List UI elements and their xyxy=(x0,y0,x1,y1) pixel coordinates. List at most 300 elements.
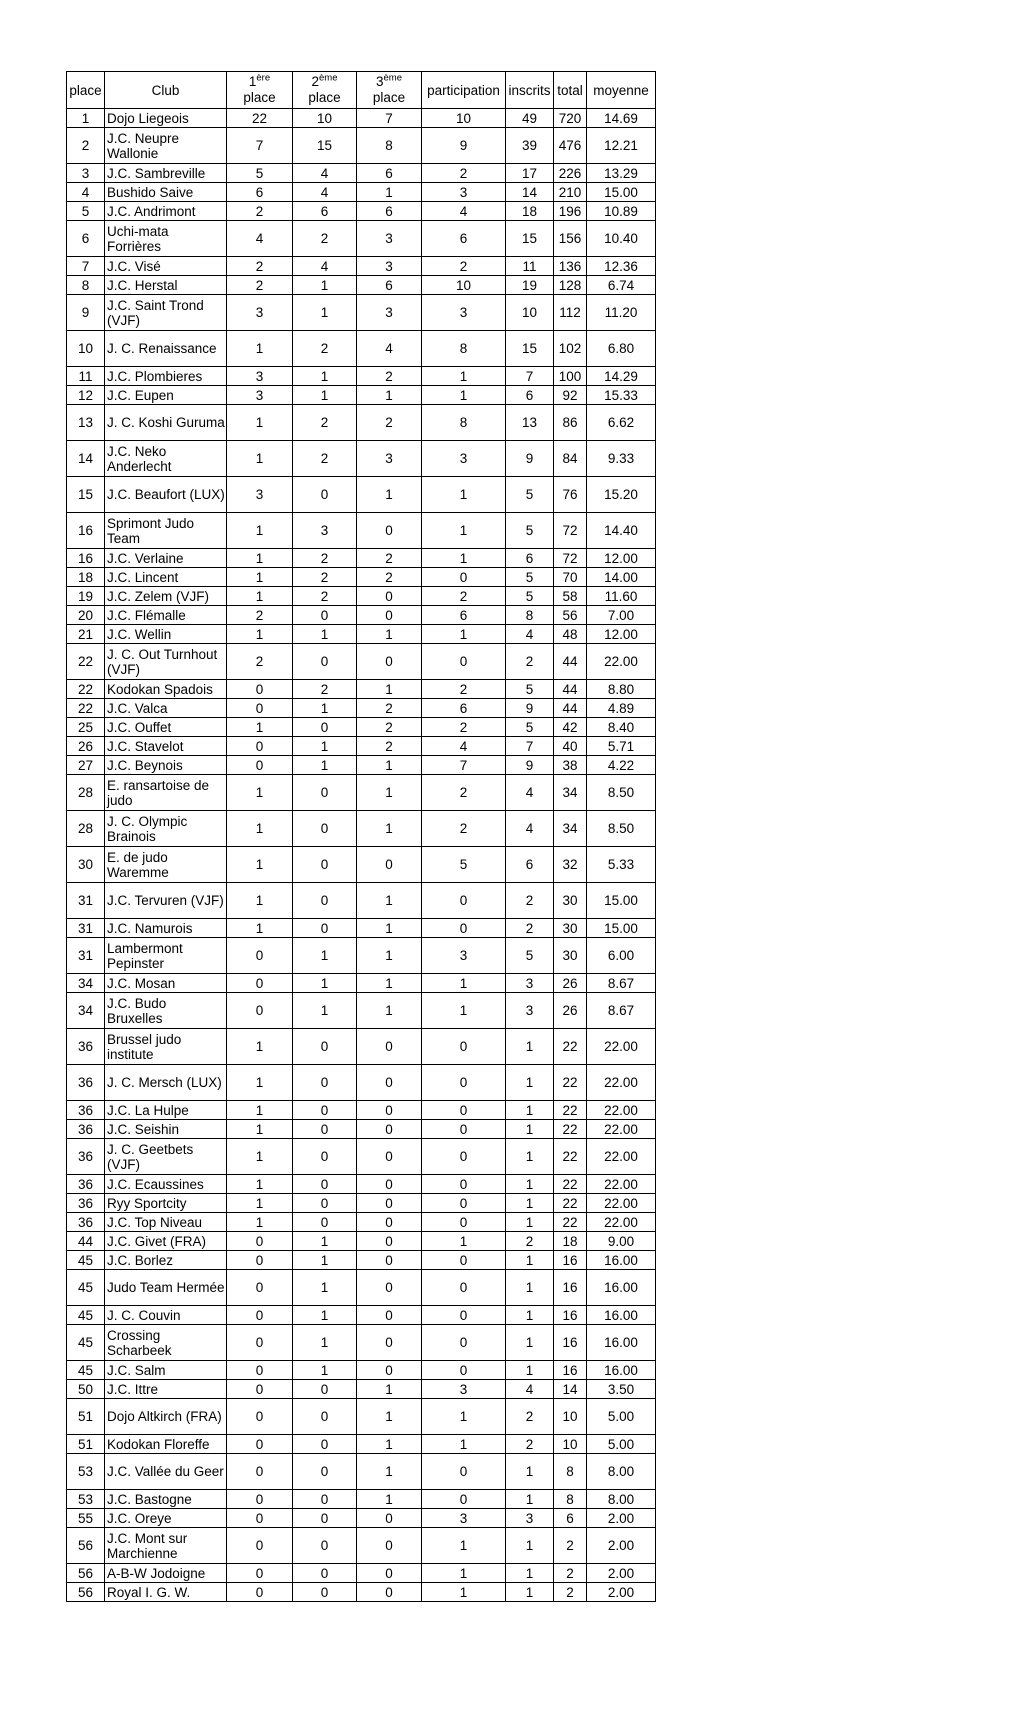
cell-inscrits: 1 xyxy=(506,1175,554,1194)
cell-inscrits: 1 xyxy=(506,1029,554,1065)
cell-participation: 2 xyxy=(422,775,506,811)
cell-total: 40 xyxy=(554,737,587,756)
cell-place: 26 xyxy=(67,737,105,756)
cell-moyenne: 8.00 xyxy=(587,1454,656,1490)
cell-second-place: 1 xyxy=(293,295,357,331)
cell-place: 56 xyxy=(67,1528,105,1564)
table-row xyxy=(67,568,656,587)
cell-moyenne: 4.89 xyxy=(587,699,656,718)
cell-third-place: 2 xyxy=(357,737,422,756)
cell-second-place: 0 xyxy=(293,1490,357,1509)
cell-third-place: 1 xyxy=(357,1380,422,1399)
cell-inscrits: 4 xyxy=(506,811,554,847)
cell-third-place: 1 xyxy=(357,1490,422,1509)
cell-second-place: 0 xyxy=(293,606,357,625)
cell-participation: 0 xyxy=(422,1270,506,1306)
cell-club: J.C. Mont sur Marchienne xyxy=(105,1528,227,1564)
cell-inscrits: 5 xyxy=(506,513,554,549)
cell-total: 92 xyxy=(554,386,587,405)
cell-club: Uchi-mata Forrières xyxy=(105,221,227,257)
cell-place: 56 xyxy=(67,1564,105,1583)
table-row xyxy=(67,549,656,568)
cell-club: J.C. Tervuren (VJF) xyxy=(105,883,227,919)
cell-first-place: 1 xyxy=(227,775,293,811)
cell-club: J.C. Andrimont xyxy=(105,202,227,221)
cell-third-place: 1 xyxy=(357,183,422,202)
cell-total: 22 xyxy=(554,1029,587,1065)
cell-moyenne: 14.00 xyxy=(587,568,656,587)
table-row xyxy=(67,367,656,386)
cell-second-place: 0 xyxy=(293,1454,357,1490)
cell-third-place: 1 xyxy=(357,1399,422,1435)
table-row xyxy=(67,164,656,183)
cell-first-place: 1 xyxy=(227,568,293,587)
table-row xyxy=(67,1213,656,1232)
cell-place: 25 xyxy=(67,718,105,737)
cell-place: 22 xyxy=(67,644,105,680)
cell-inscrits: 1 xyxy=(506,1270,554,1306)
cell-first-place: 22 xyxy=(227,109,293,128)
cell-first-place: 6 xyxy=(227,183,293,202)
cell-first-place: 0 xyxy=(227,1325,293,1361)
cell-participation: 5 xyxy=(422,847,506,883)
cell-inscrits: 7 xyxy=(506,737,554,756)
cell-place: 14 xyxy=(67,441,105,477)
cell-third-place: 4 xyxy=(357,331,422,367)
table-row xyxy=(67,699,656,718)
cell-first-place: 0 xyxy=(227,1435,293,1454)
cell-participation: 0 xyxy=(422,1065,506,1101)
cell-inscrits: 3 xyxy=(506,974,554,993)
cell-first-place: 0 xyxy=(227,699,293,718)
table-row xyxy=(67,1490,656,1509)
cell-third-place: 0 xyxy=(357,1120,422,1139)
cell-total: 70 xyxy=(554,568,587,587)
cell-total: 100 xyxy=(554,367,587,386)
cell-participation: 0 xyxy=(422,919,506,938)
cell-third-place: 0 xyxy=(357,1213,422,1232)
cell-participation: 0 xyxy=(422,1454,506,1490)
cell-inscrits: 7 xyxy=(506,367,554,386)
cell-second-place: 2 xyxy=(293,405,357,441)
cell-participation: 0 xyxy=(422,1029,506,1065)
cell-total: 22 xyxy=(554,1120,587,1139)
cell-second-place: 0 xyxy=(293,1399,357,1435)
cell-inscrits: 1 xyxy=(506,1306,554,1325)
cell-inscrits: 1 xyxy=(506,1454,554,1490)
cell-place: 45 xyxy=(67,1361,105,1380)
cell-moyenne: 14.40 xyxy=(587,513,656,549)
cell-first-place: 2 xyxy=(227,606,293,625)
cell-participation: 3 xyxy=(422,295,506,331)
cell-second-place: 0 xyxy=(293,1509,357,1528)
cell-moyenne: 12.00 xyxy=(587,549,656,568)
cell-participation: 0 xyxy=(422,644,506,680)
cell-total: 22 xyxy=(554,1213,587,1232)
cell-club: J.C. Zelem (VJF) xyxy=(105,587,227,606)
cell-place: 36 xyxy=(67,1029,105,1065)
cell-moyenne: 15.00 xyxy=(587,919,656,938)
cell-first-place: 1 xyxy=(227,811,293,847)
header-first-place: 1ère place xyxy=(227,72,293,109)
cell-total: 22 xyxy=(554,1194,587,1213)
cell-moyenne: 8.67 xyxy=(587,974,656,993)
cell-club: Brussel judo institute xyxy=(105,1029,227,1065)
table-row xyxy=(67,441,656,477)
cell-club: Kodokan Floreffe xyxy=(105,1435,227,1454)
cell-participation: 1 xyxy=(422,513,506,549)
table-row xyxy=(67,775,656,811)
cell-club: J.C. Namurois xyxy=(105,919,227,938)
cell-participation: 1 xyxy=(422,1528,506,1564)
cell-place: 45 xyxy=(67,1325,105,1361)
cell-place: 36 xyxy=(67,1101,105,1120)
cell-participation: 1 xyxy=(422,1232,506,1251)
cell-participation: 8 xyxy=(422,331,506,367)
table-row xyxy=(67,1583,656,1602)
cell-moyenne: 14.29 xyxy=(587,367,656,386)
cell-second-place: 1 xyxy=(293,1270,357,1306)
table-row xyxy=(67,1251,656,1270)
cell-place: 36 xyxy=(67,1175,105,1194)
cell-club: Crossing Scharbeek xyxy=(105,1325,227,1361)
cell-moyenne: 8.00 xyxy=(587,1490,656,1509)
cell-second-place: 2 xyxy=(293,680,357,699)
table-row xyxy=(67,1065,656,1101)
cell-total: 16 xyxy=(554,1361,587,1380)
cell-moyenne: 5.00 xyxy=(587,1435,656,1454)
cell-moyenne: 6.00 xyxy=(587,938,656,974)
cell-total: 76 xyxy=(554,477,587,513)
cell-third-place: 6 xyxy=(357,164,422,183)
cell-third-place: 0 xyxy=(357,1509,422,1528)
cell-total: 22 xyxy=(554,1175,587,1194)
cell-total: 30 xyxy=(554,938,587,974)
cell-second-place: 0 xyxy=(293,775,357,811)
cell-first-place: 1 xyxy=(227,1139,293,1175)
cell-total: 156 xyxy=(554,221,587,257)
cell-moyenne: 7.00 xyxy=(587,606,656,625)
cell-second-place: 0 xyxy=(293,1213,357,1232)
cell-third-place: 8 xyxy=(357,128,422,164)
cell-club: J.C. Ittre xyxy=(105,1380,227,1399)
cell-total: 8 xyxy=(554,1454,587,1490)
cell-second-place: 4 xyxy=(293,164,357,183)
cell-third-place: 2 xyxy=(357,549,422,568)
cell-inscrits: 14 xyxy=(506,183,554,202)
cell-second-place: 0 xyxy=(293,847,357,883)
cell-second-place: 2 xyxy=(293,331,357,367)
cell-club: J.C. Mosan xyxy=(105,974,227,993)
cell-total: 14 xyxy=(554,1380,587,1399)
cell-inscrits: 2 xyxy=(506,1232,554,1251)
cell-club: Ryy Sportcity xyxy=(105,1194,227,1213)
table-row xyxy=(67,109,656,128)
cell-moyenne: 22.00 xyxy=(587,1029,656,1065)
cell-moyenne: 12.21 xyxy=(587,128,656,164)
cell-inscrits: 5 xyxy=(506,477,554,513)
cell-first-place: 2 xyxy=(227,257,293,276)
cell-place: 13 xyxy=(67,405,105,441)
table-row xyxy=(67,1101,656,1120)
cell-moyenne: 16.00 xyxy=(587,1270,656,1306)
cell-second-place: 1 xyxy=(293,938,357,974)
cell-total: 196 xyxy=(554,202,587,221)
cell-second-place: 2 xyxy=(293,568,357,587)
cell-moyenne: 15.00 xyxy=(587,883,656,919)
cell-second-place: 0 xyxy=(293,1564,357,1583)
cell-club: E. ransartoise de judo xyxy=(105,775,227,811)
cell-participation: 8 xyxy=(422,405,506,441)
cell-club: J.C. Ecaussines xyxy=(105,1175,227,1194)
table-row xyxy=(67,756,656,775)
cell-total: 72 xyxy=(554,513,587,549)
table-header xyxy=(67,72,656,109)
table-row xyxy=(67,1435,656,1454)
cell-inscrits: 9 xyxy=(506,699,554,718)
table-row xyxy=(67,1528,656,1564)
cell-club: J.C. La Hulpe xyxy=(105,1101,227,1120)
cell-first-place: 3 xyxy=(227,386,293,405)
cell-moyenne: 22.00 xyxy=(587,1101,656,1120)
cell-second-place: 1 xyxy=(293,1306,357,1325)
cell-total: 2 xyxy=(554,1583,587,1602)
cell-second-place: 0 xyxy=(293,718,357,737)
cell-inscrits: 1 xyxy=(506,1564,554,1583)
cell-first-place: 3 xyxy=(227,367,293,386)
cell-participation: 0 xyxy=(422,1306,506,1325)
cell-participation: 2 xyxy=(422,164,506,183)
cell-third-place: 0 xyxy=(357,1251,422,1270)
cell-third-place: 0 xyxy=(357,644,422,680)
cell-club: Bushido Saive xyxy=(105,183,227,202)
cell-moyenne: 12.00 xyxy=(587,625,656,644)
cell-total: 136 xyxy=(554,257,587,276)
cell-participation: 0 xyxy=(422,1361,506,1380)
cell-third-place: 3 xyxy=(357,221,422,257)
cell-first-place: 0 xyxy=(227,1251,293,1270)
cell-second-place: 1 xyxy=(293,1251,357,1270)
cell-second-place: 0 xyxy=(293,1175,357,1194)
cell-second-place: 1 xyxy=(293,699,357,718)
table-row xyxy=(67,1194,656,1213)
cell-inscrits: 1 xyxy=(506,1490,554,1509)
cell-first-place: 1 xyxy=(227,1065,293,1101)
cell-participation: 7 xyxy=(422,756,506,775)
cell-first-place: 1 xyxy=(227,331,293,367)
cell-moyenne: 8.50 xyxy=(587,811,656,847)
cell-participation: 0 xyxy=(422,568,506,587)
cell-inscrits: 2 xyxy=(506,883,554,919)
cell-moyenne: 13.29 xyxy=(587,164,656,183)
cell-second-place: 4 xyxy=(293,257,357,276)
cell-participation: 10 xyxy=(422,109,506,128)
cell-first-place: 2 xyxy=(227,276,293,295)
cell-club: Lambermont Pepinster xyxy=(105,938,227,974)
table-row xyxy=(67,1399,656,1435)
cell-third-place: 1 xyxy=(357,811,422,847)
cell-total: 16 xyxy=(554,1325,587,1361)
cell-third-place: 0 xyxy=(357,1306,422,1325)
cell-place: 31 xyxy=(67,919,105,938)
cell-participation: 0 xyxy=(422,1175,506,1194)
cell-inscrits: 13 xyxy=(506,405,554,441)
cell-third-place: 0 xyxy=(357,513,422,549)
header-second-place: 2ème place xyxy=(293,72,357,109)
cell-club: J. C. Out Turnhout (VJF) xyxy=(105,644,227,680)
cell-participation: 1 xyxy=(422,993,506,1029)
cell-inscrits: 1 xyxy=(506,1361,554,1380)
cell-moyenne: 16.00 xyxy=(587,1306,656,1325)
table-row xyxy=(67,221,656,257)
table-row xyxy=(67,1325,656,1361)
cell-total: 16 xyxy=(554,1251,587,1270)
cell-club: Dojo Altkirch (FRA) xyxy=(105,1399,227,1435)
cell-participation: 1 xyxy=(422,625,506,644)
cell-moyenne: 9.33 xyxy=(587,441,656,477)
cell-club: J.C. Beaufort (LUX) xyxy=(105,477,227,513)
cell-place: 53 xyxy=(67,1490,105,1509)
table-row xyxy=(67,737,656,756)
cell-place: 45 xyxy=(67,1306,105,1325)
cell-moyenne: 15.00 xyxy=(587,183,656,202)
cell-club: J.C. Neko Anderlecht xyxy=(105,441,227,477)
table-row xyxy=(67,847,656,883)
cell-inscrits: 1 xyxy=(506,1251,554,1270)
cell-inscrits: 15 xyxy=(506,331,554,367)
cell-place: 20 xyxy=(67,606,105,625)
cell-club: J.C. Vallée du Geer xyxy=(105,1454,227,1490)
cell-first-place: 0 xyxy=(227,993,293,1029)
cell-moyenne: 6.80 xyxy=(587,331,656,367)
cell-total: 72 xyxy=(554,549,587,568)
cell-total: 226 xyxy=(554,164,587,183)
cell-third-place: 2 xyxy=(357,568,422,587)
cell-moyenne: 12.36 xyxy=(587,257,656,276)
cell-inscrits: 4 xyxy=(506,625,554,644)
cell-inscrits: 1 xyxy=(506,1325,554,1361)
table-row xyxy=(67,1139,656,1175)
cell-third-place: 3 xyxy=(357,441,422,477)
cell-third-place: 1 xyxy=(357,386,422,405)
cell-first-place: 1 xyxy=(227,1213,293,1232)
cell-participation: 1 xyxy=(422,1435,506,1454)
cell-place: 34 xyxy=(67,993,105,1029)
cell-club: E. de judo Waremme xyxy=(105,847,227,883)
table-row xyxy=(67,331,656,367)
cell-third-place: 1 xyxy=(357,756,422,775)
cell-place: 34 xyxy=(67,974,105,993)
cell-club: J.C. Stavelot xyxy=(105,737,227,756)
cell-moyenne: 22.00 xyxy=(587,1175,656,1194)
cell-third-place: 0 xyxy=(357,1175,422,1194)
table-row xyxy=(67,811,656,847)
cell-participation: 1 xyxy=(422,367,506,386)
cell-moyenne: 5.33 xyxy=(587,847,656,883)
cell-third-place: 1 xyxy=(357,1435,422,1454)
cell-moyenne: 2.00 xyxy=(587,1528,656,1564)
cell-third-place: 2 xyxy=(357,405,422,441)
cell-participation: 0 xyxy=(422,1325,506,1361)
cell-third-place: 0 xyxy=(357,1194,422,1213)
cell-participation: 0 xyxy=(422,1213,506,1232)
cell-first-place: 0 xyxy=(227,1564,293,1583)
cell-place: 36 xyxy=(67,1120,105,1139)
cell-third-place: 0 xyxy=(357,1583,422,1602)
cell-third-place: 0 xyxy=(357,1139,422,1175)
cell-total: 84 xyxy=(554,441,587,477)
table-row xyxy=(67,625,656,644)
cell-second-place: 10 xyxy=(293,109,357,128)
cell-first-place: 1 xyxy=(227,513,293,549)
cell-club: J.C. Sambreville xyxy=(105,164,227,183)
cell-inscrits: 17 xyxy=(506,164,554,183)
table-row xyxy=(67,1232,656,1251)
cell-place: 21 xyxy=(67,625,105,644)
cell-place: 22 xyxy=(67,680,105,699)
cell-first-place: 5 xyxy=(227,164,293,183)
cell-third-place: 1 xyxy=(357,477,422,513)
cell-third-place: 0 xyxy=(357,1101,422,1120)
cell-inscrits: 15 xyxy=(506,221,554,257)
cell-third-place: 6 xyxy=(357,202,422,221)
cell-club: Kodokan Spadois xyxy=(105,680,227,699)
cell-place: 2 xyxy=(67,128,105,164)
cell-club: J.C. Eupen xyxy=(105,386,227,405)
header-third-place: 3ème place xyxy=(357,72,422,109)
cell-place: 36 xyxy=(67,1213,105,1232)
cell-second-place: 0 xyxy=(293,1065,357,1101)
cell-first-place: 0 xyxy=(227,1490,293,1509)
cell-place: 12 xyxy=(67,386,105,405)
cell-moyenne: 16.00 xyxy=(587,1361,656,1380)
cell-first-place: 2 xyxy=(227,202,293,221)
cell-third-place: 0 xyxy=(357,1361,422,1380)
cell-total: 58 xyxy=(554,587,587,606)
cell-moyenne: 2.00 xyxy=(587,1583,656,1602)
cell-third-place: 1 xyxy=(357,993,422,1029)
cell-total: 26 xyxy=(554,993,587,1029)
cell-second-place: 1 xyxy=(293,386,357,405)
table-row xyxy=(67,257,656,276)
cell-inscrits: 2 xyxy=(506,1435,554,1454)
cell-second-place: 0 xyxy=(293,1120,357,1139)
cell-first-place: 0 xyxy=(227,756,293,775)
cell-club: J.C. Wellin xyxy=(105,625,227,644)
cell-moyenne: 22.00 xyxy=(587,1213,656,1232)
cell-place: 9 xyxy=(67,295,105,331)
cell-first-place: 3 xyxy=(227,295,293,331)
cell-moyenne: 16.00 xyxy=(587,1325,656,1361)
cell-third-place: 1 xyxy=(357,625,422,644)
cell-inscrits: 6 xyxy=(506,847,554,883)
cell-participation: 3 xyxy=(422,1380,506,1399)
cell-total: 6 xyxy=(554,1509,587,1528)
cell-second-place: 0 xyxy=(293,1583,357,1602)
cell-participation: 2 xyxy=(422,811,506,847)
cell-place: 16 xyxy=(67,513,105,549)
cell-first-place: 3 xyxy=(227,477,293,513)
cell-inscrits: 2 xyxy=(506,1399,554,1435)
cell-first-place: 1 xyxy=(227,441,293,477)
cell-second-place: 0 xyxy=(293,1139,357,1175)
cell-place: 15 xyxy=(67,477,105,513)
cell-second-place: 0 xyxy=(293,811,357,847)
table-row xyxy=(67,587,656,606)
cell-participation: 0 xyxy=(422,883,506,919)
cell-inscrits: 8 xyxy=(506,606,554,625)
cell-second-place: 6 xyxy=(293,202,357,221)
